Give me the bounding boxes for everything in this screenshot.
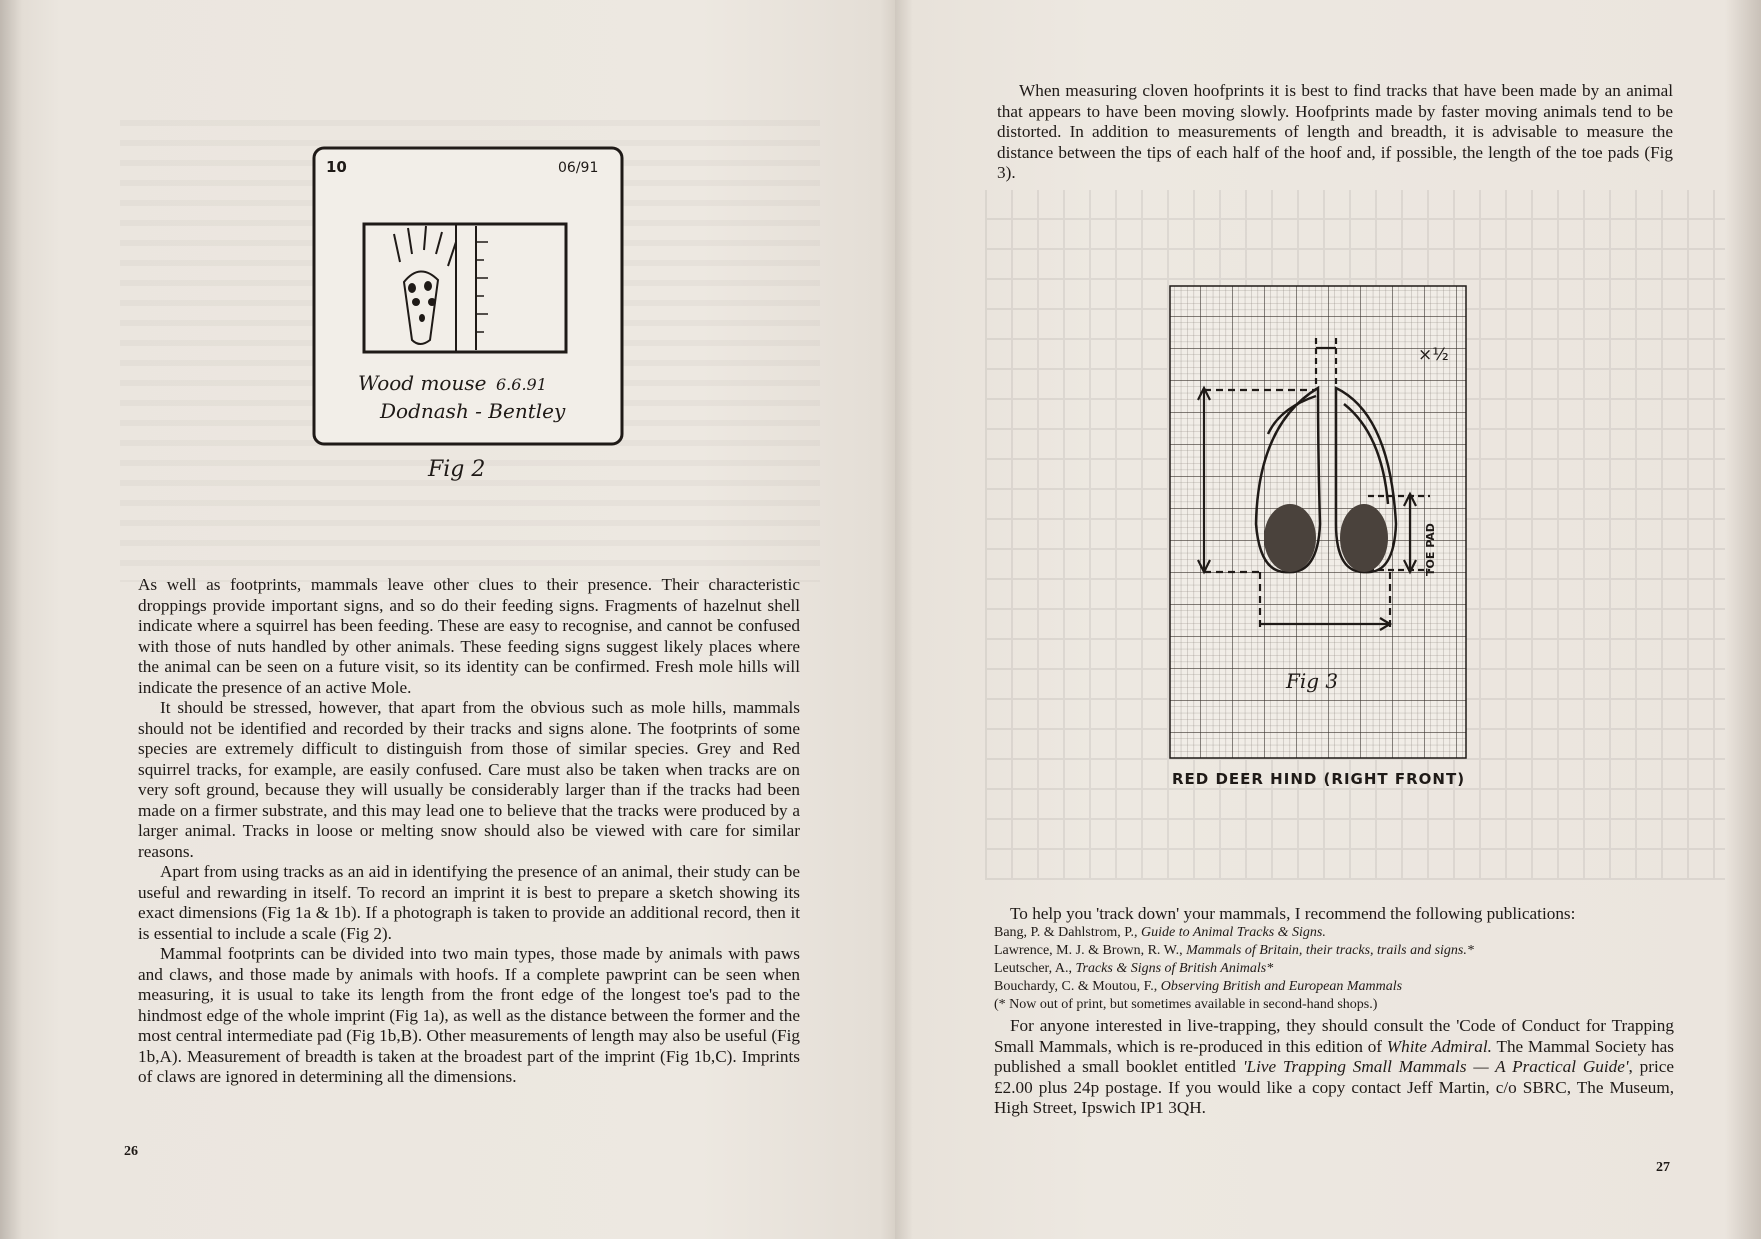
paragraph-2: It should be stressed, however, that apart from the obvious such as mole hills, mammals should not be identified and recorded by their tracks and signs alone. The footprints of some species are extremely difficult to distinguish from those of similar species. Grey and Red squirrel tracks, for example, are easily confused. Care must also be taken when tracks are on very soft ground, because they will usually be considerably larger than if the tracks had been made on a firmer substrate, and this may lead one to believe that the tracks were produced by a larger animal. Tracks in loose or melting snow should also be viewed with care for similar reasons. [138, 698, 800, 861]
left-body-text [138, 575, 800, 1088]
toe-pad-label: TOE PAD [1424, 523, 1437, 576]
fig-3-label: Fig 3 [1286, 669, 1339, 693]
intro-paragraph: When measuring cloven hoofprints it is best to find tracks that have been made by an animal that appears to have been moving slowly. Hoofprints made by faster moving animals tend to be distorted. In addition to measurements of length and breadth, it is advisable to measure the distance between the tips of each half of the hoof and, if possible, the length of the toe pads (Fig 3). [997, 81, 1673, 182]
species-note: Wood mouse [358, 371, 487, 395]
reference-item: Leutscher, A., Tracks & Signs of British Animals* [994, 961, 1274, 976]
scale-note: ×½ [1418, 345, 1449, 365]
reference-item: Lawrence, M. J. & Brown, R. W., Mammals of Britain, their tracks, trails and signs.* [994, 943, 1474, 958]
fig-2-caption: Fig 2 [428, 457, 486, 482]
fig-3-drawing [1168, 284, 1468, 794]
location-note: Dodnash - Bentley [380, 399, 566, 423]
reference-list [994, 924, 1674, 1014]
paragraph-4: Mammal footprints can be divided into two main types, those made by animals with paws and claws, and those made by animals with hoofs. If a complete pawprint can be seen when measuring, it is usual to take its length from the front edge of the longest toe's pad to the hindmost edge of the whole imprint (Fig 1a), as well as the distance between the former and the most central intermediate pad (Fig 1b,B). Other measurements of length may also be useful (Fig 1b,A). Measurement of breadth is taken at the broadest part of the imprint (Fig 1b,C). Imprints of claws are ignored in determining all the dimensions. [138, 944, 800, 1086]
page-number-right: 27 [1656, 1160, 1670, 1175]
closing-paragraph: For anyone interested in live-trapping, they should consult the 'Code of Conduct for Trapping Small Mammals, which is re-produced in this edition of White Admiral. The Mammal Society has published a small booklet entitled 'Live Trapping Small Mammals — A Practical Guide', price £2.00 plus 24p postage. If you would like a copy contact Jeff Martin, c/o SBRC, The Museum, High Street, Ipswich IP1 3QH. [994, 1016, 1674, 1117]
paragraph-1: As well as footprints, mammals leave other clues to their presence. Their characteristic droppings provide important signs, and so do their feeding signs. Fragments of hazelnut shell indicate where a squirrel has been feeding. These are easy to recognise, and cannot be confused with those of nuts handled by other animals. These feeding signs suggest likely places where the animal can be seen on a future visit, so its identity can be confirmed. Fresh mole hills will indicate the presence of an active Mole. [138, 575, 800, 697]
reference-item: Bang, P. & Dahlstrom, P., Guide to Animal Tracks & Signs. [994, 925, 1326, 940]
page-number-left: 26 [124, 1144, 138, 1159]
reference-item: Bouchardy, C. & Moutou, F., Observing British and European Mammals [994, 979, 1403, 994]
fig-3-caption: RED DEER HIND (RIGHT FRONT) [1172, 770, 1466, 788]
paragraph-3: Apart from using tracks as an aid in identifying the presence of an animal, their study can be useful and rewarding in itself. To record an imprint it is best to prepare a sketch showing its exact dimensions (Fig 1a & 1b). If a photograph is taken to provide an additional record, then it is essential to include a scale (Fig 2). [138, 862, 800, 943]
date-note: 6.6.91 [496, 375, 547, 394]
right-intro-text [997, 81, 1673, 184]
publications-section [994, 903, 1674, 1119]
publications-intro: To help you 'track down' your mammals, I recommend the following publications: [1010, 904, 1576, 923]
footnote: (* Now out of print, but sometimes available in second-hand shops.) [994, 997, 1378, 1012]
card-number: 10 [326, 158, 347, 176]
card-date: 06/91 [558, 160, 599, 176]
fig-2-card [308, 142, 628, 482]
